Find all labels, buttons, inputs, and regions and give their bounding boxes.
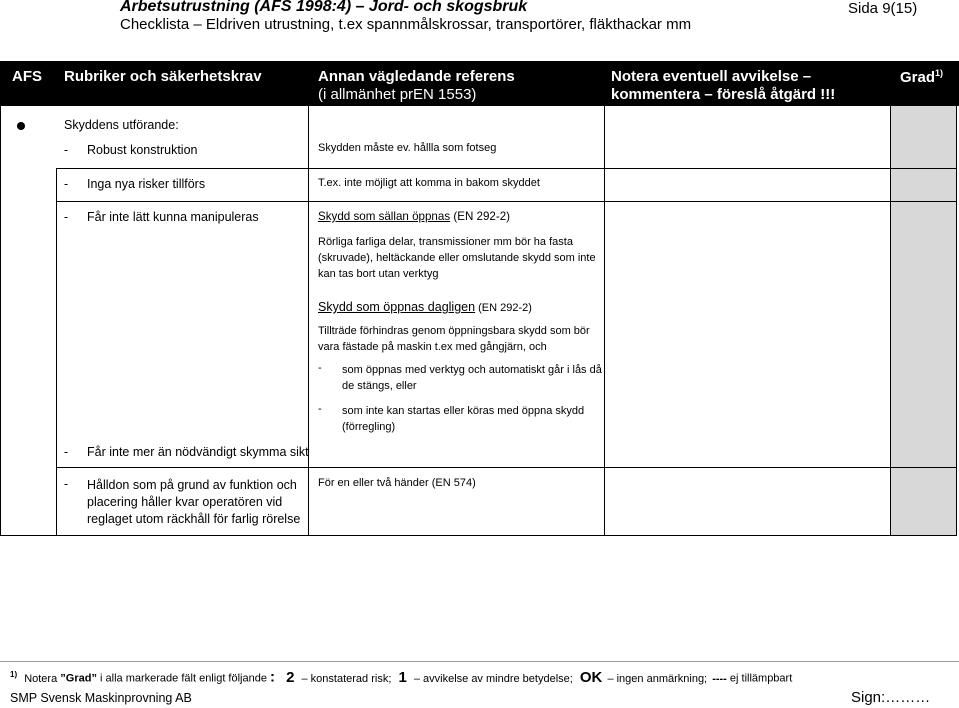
reference-skydd-dagligen: Skydd som öppnas dagligen (EN 292-2)	[318, 300, 532, 314]
requirement-halldon: Hålldon som på grund av funktion och placering håller kvar operatören vid reglaget utom räckhåll för farlig rörelse	[87, 478, 301, 526]
requirement-robust: Robust konstruktion	[87, 143, 198, 157]
table-border-left	[0, 106, 1, 536]
vline-rubriker	[308, 106, 309, 536]
document-title: Arbetsutrustning (AFS 1998:4) – Jord- och skogsbruk	[120, 0, 528, 15]
requirement-skymma: Får inte mer än nödvändigt skymma sikt	[87, 445, 309, 459]
dash-icon: -	[318, 362, 322, 374]
reference-bullet-forregling: som inte kan startas eller köras med öppna skydd (förregling)	[342, 405, 585, 433]
reference-rorliga: Rörliga farliga delar, transmissioner mm bör ha fasta (skruvade), heltäckande eller omslutande skydd som inte kan tas bort utan verktyg	[318, 236, 596, 280]
vline-notera	[604, 106, 605, 536]
reference-inga-risker: T.ex. inte möjligt att komma in bakom skyddet	[318, 177, 540, 189]
column-annan-referens-sub: (i allmänhet prEN 1553)	[318, 86, 477, 103]
hline-3	[56, 467, 957, 468]
dash-icon: -	[64, 477, 69, 491]
signature-field[interactable]: Sign:………	[851, 689, 931, 706]
column-notera-sub: kommentera – föreslå åtgärd !!!	[611, 86, 836, 103]
reference-tilltrade: Tillträde förhindras genom öppningsbara skydd som bör vara fästade på maskin t.ex med gångjärn, och	[318, 325, 590, 353]
requirement-inga-risker: Inga nya risker tillförs	[87, 177, 206, 191]
company-name: SMP Svensk Maskinprovning AB	[10, 691, 192, 705]
dash-icon: -	[64, 143, 69, 157]
table-border-bottom	[0, 535, 957, 536]
table-header	[0, 61, 959, 106]
bullet-icon	[17, 122, 25, 130]
reference-tva-hander: För en eller två händer (EN 574)	[318, 477, 476, 489]
column-grad: Grad$^{1)}$	[900, 68, 944, 86]
dash-icon: -	[64, 177, 69, 191]
column-notera: Notera eventuell avvikelse –	[611, 68, 812, 85]
vline-afs	[56, 168, 57, 536]
reference-bullet-verktyg: som öppnas med verktyg och automatiskt går i lås då de stängs, eller	[342, 364, 602, 392]
document-subtitle: Checklista – Eldriven utrustning, t.ex spannmålskrossar, transportörer, fläkthackar mm	[120, 16, 692, 33]
column-rubriker: Rubriker och säkerhetskrav	[64, 68, 262, 85]
section-title: Skyddens utförande:	[64, 118, 179, 132]
grad-cell[interactable]	[891, 169, 956, 201]
reference-skydd-sallan: Skydd som sällan öppnas (EN 292-2)	[318, 210, 511, 223]
footer-note: $^{1)}$ Notera ”Grad” i alla markerade fält enligt följande : 2 – konstaterad risk; 1 – avvikelse av mindre betydelse; OK – ingen anmärkning; ---- ej tillämpbart	[10, 668, 793, 686]
column-afs: AFS	[12, 68, 42, 85]
reference-robust: Skydden måste ev. hållla som fotseg	[318, 142, 497, 154]
column-annan-referens: Annan vägledande referens	[318, 68, 515, 85]
dash-icon: -	[64, 445, 69, 459]
grad-cell[interactable]	[891, 468, 956, 535]
hline-1	[56, 168, 957, 169]
table-border-right	[956, 106, 957, 536]
hline-2	[56, 201, 957, 202]
grad-cell[interactable]	[891, 202, 956, 467]
dash-icon: -	[318, 403, 322, 415]
page-number: Sida 9(15)	[848, 0, 918, 17]
requirement-manipuleras: Får inte lätt kunna manipuleras	[87, 210, 259, 224]
dash-icon: -	[64, 210, 69, 224]
grad-cell[interactable]	[891, 106, 956, 168]
footer-divider	[0, 661, 959, 662]
